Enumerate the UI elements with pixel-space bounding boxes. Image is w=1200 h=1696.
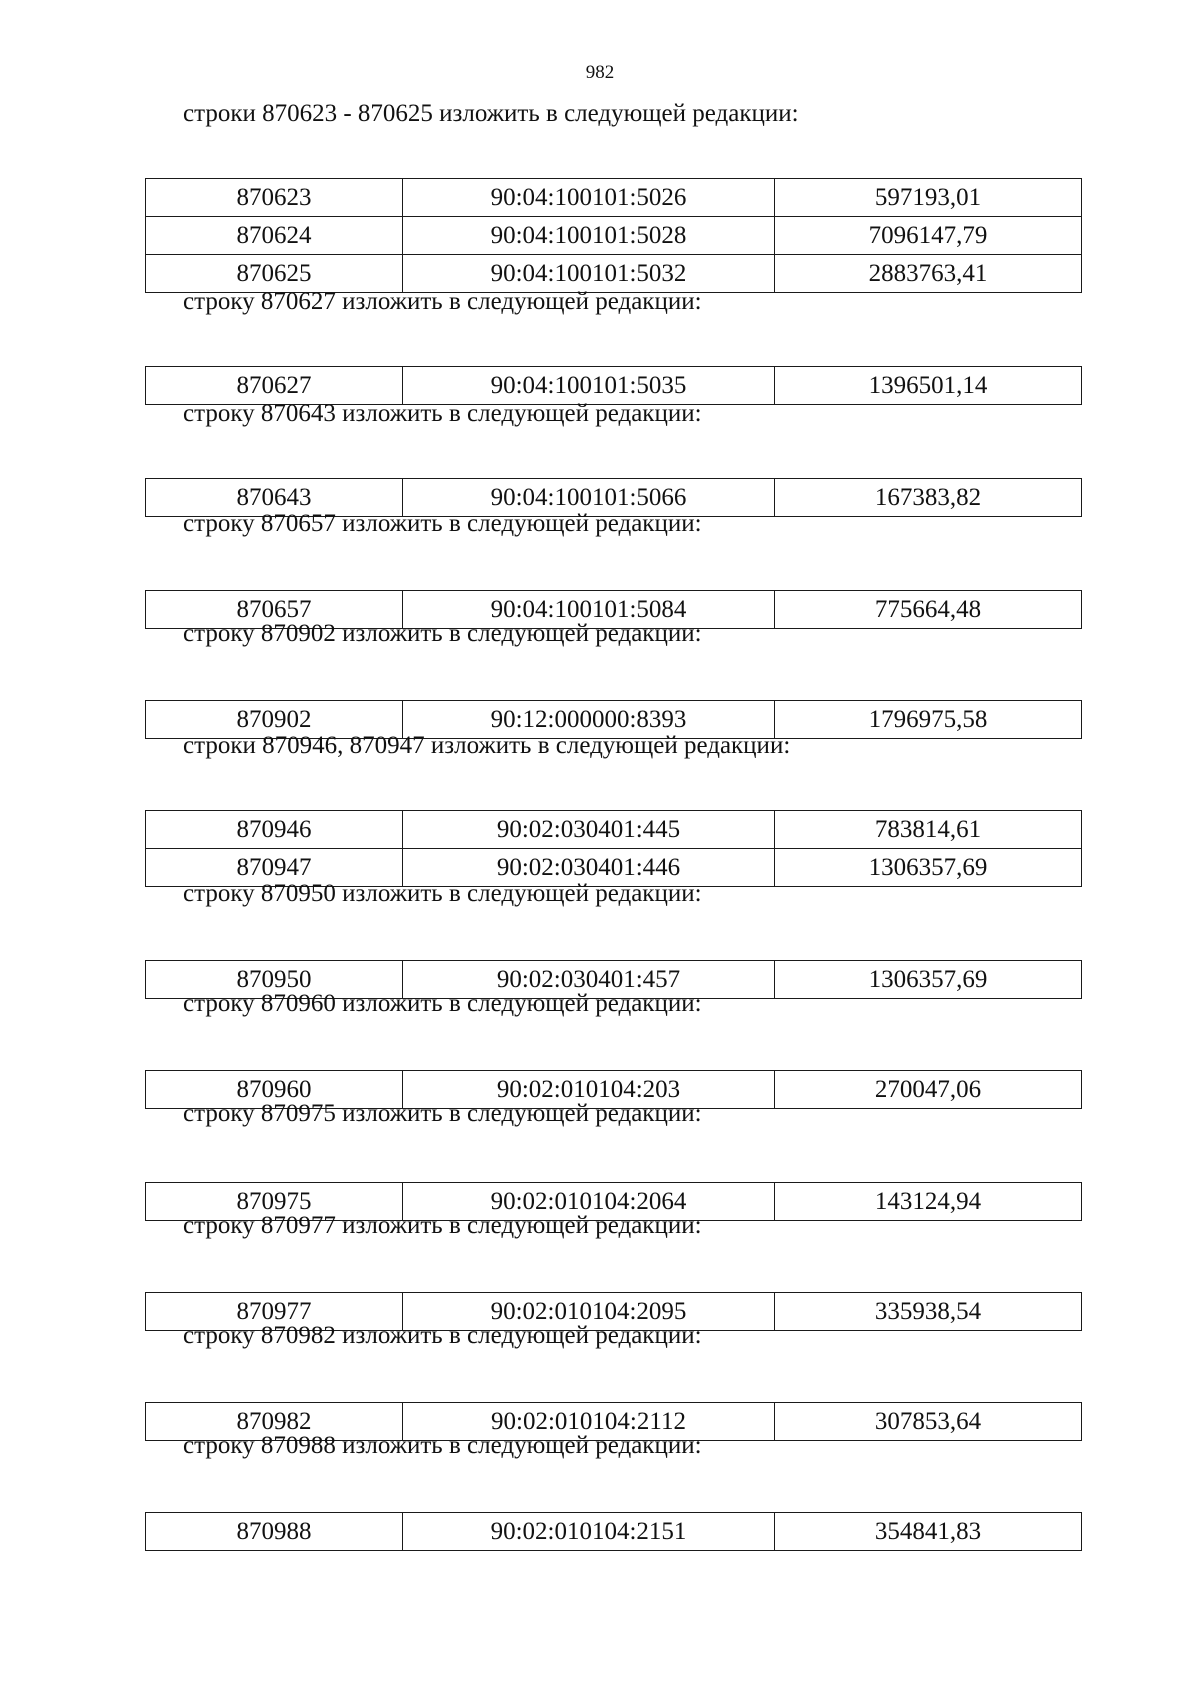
cadastral-number-cell: 90:04:100101:5035 <box>403 367 775 405</box>
amendment-heading: строку 870902 изложить в следующей редакции: <box>183 620 702 647</box>
value-cell: 2883763,41 <box>775 255 1082 293</box>
amendment-heading: строку 870960 изложить в следующей редакции: <box>183 990 702 1017</box>
amendment-table <box>145 178 1082 293</box>
value-cell: 783814,61 <box>775 811 1082 849</box>
row-number-cell: 870988 <box>146 1513 403 1551</box>
row-number-cell: 870902 <box>146 701 403 739</box>
amendment-heading: строку 870988 изложить в следующей редакции: <box>183 1432 702 1459</box>
amendment-heading: строку 870982 изложить в следующей редакции: <box>183 1322 702 1349</box>
amendment-heading: строку 870950 изложить в следующей редакции: <box>183 880 702 907</box>
amendment-heading: строку 870627 изложить в следующей редакции: <box>183 288 702 315</box>
page-number: 982 <box>585 62 615 83</box>
amendment-table <box>145 1512 1082 1551</box>
value-cell: 1306357,69 <box>775 849 1082 887</box>
row-number-cell: 870950 <box>146 961 403 999</box>
value-cell: 335938,54 <box>775 1293 1082 1331</box>
row-number-cell: 870627 <box>146 367 403 405</box>
value-cell: 1306357,69 <box>775 961 1082 999</box>
table-row <box>146 255 1082 293</box>
row-number-cell: 870625 <box>146 255 403 293</box>
row-number-cell: 870623 <box>146 179 403 217</box>
amendment-heading: строку 870657 изложить в следующей редакции: <box>183 510 702 537</box>
value-cell: 1396501,14 <box>775 367 1082 405</box>
amendment-heading: строку 870975 изложить в следующей редакции: <box>183 1100 702 1127</box>
amendment-table <box>145 810 1082 887</box>
table-row <box>146 811 1082 849</box>
value-cell: 354841,83 <box>775 1513 1082 1551</box>
value-cell: 307853,64 <box>775 1403 1082 1441</box>
value-cell: 270047,06 <box>775 1071 1082 1109</box>
row-number-cell: 870960 <box>146 1071 403 1109</box>
row-number-cell: 870643 <box>146 479 403 517</box>
table-row <box>146 367 1082 405</box>
amendment-heading: строки 870946, 870947 изложить в следующей редакции: <box>183 732 791 759</box>
cadastral-number-cell: 90:02:030401:446 <box>403 849 775 887</box>
cadastral-number-cell: 90:04:100101:5028 <box>403 217 775 255</box>
cadastral-number-cell: 90:02:010104:2095 <box>403 1293 775 1331</box>
cadastral-number-cell: 90:04:100101:5032 <box>403 255 775 293</box>
row-number-cell: 870975 <box>146 1183 403 1221</box>
table-row <box>146 1513 1082 1551</box>
cadastral-number-cell: 90:04:100101:5084 <box>403 591 775 629</box>
row-number-cell: 870947 <box>146 849 403 887</box>
table-row <box>146 217 1082 255</box>
row-number-cell: 870624 <box>146 217 403 255</box>
value-cell: 597193,01 <box>775 179 1082 217</box>
table-row <box>146 179 1082 217</box>
cadastral-number-cell: 90:02:030401:445 <box>403 811 775 849</box>
value-cell: 1796975,58 <box>775 701 1082 739</box>
cadastral-number-cell: 90:02:010104:203 <box>403 1071 775 1109</box>
row-number-cell: 870977 <box>146 1293 403 1331</box>
cadastral-number-cell: 90:02:010104:2151 <box>403 1513 775 1551</box>
value-cell: 7096147,79 <box>775 217 1082 255</box>
amendment-heading: строки 870623 - 870625 изложить в следующей редакции: <box>183 100 799 127</box>
value-cell: 143124,94 <box>775 1183 1082 1221</box>
amendment-heading: строку 870643 изложить в следующей редакции: <box>183 400 702 427</box>
cadastral-number-cell: 90:02:010104:2064 <box>403 1183 775 1221</box>
cadastral-number-cell: 90:02:010104:2112 <box>403 1403 775 1441</box>
cadastral-number-cell: 90:04:100101:5066 <box>403 479 775 517</box>
amendment-heading: строку 870977 изложить в следующей редакции: <box>183 1212 702 1239</box>
value-cell: 167383,82 <box>775 479 1082 517</box>
cadastral-number-cell: 90:02:030401:457 <box>403 961 775 999</box>
row-number-cell: 870657 <box>146 591 403 629</box>
value-cell: 775664,48 <box>775 591 1082 629</box>
row-number-cell: 870982 <box>146 1403 403 1441</box>
cadastral-number-cell: 90:12:000000:8393 <box>403 701 775 739</box>
row-number-cell: 870946 <box>146 811 403 849</box>
cadastral-number-cell: 90:04:100101:5026 <box>403 179 775 217</box>
